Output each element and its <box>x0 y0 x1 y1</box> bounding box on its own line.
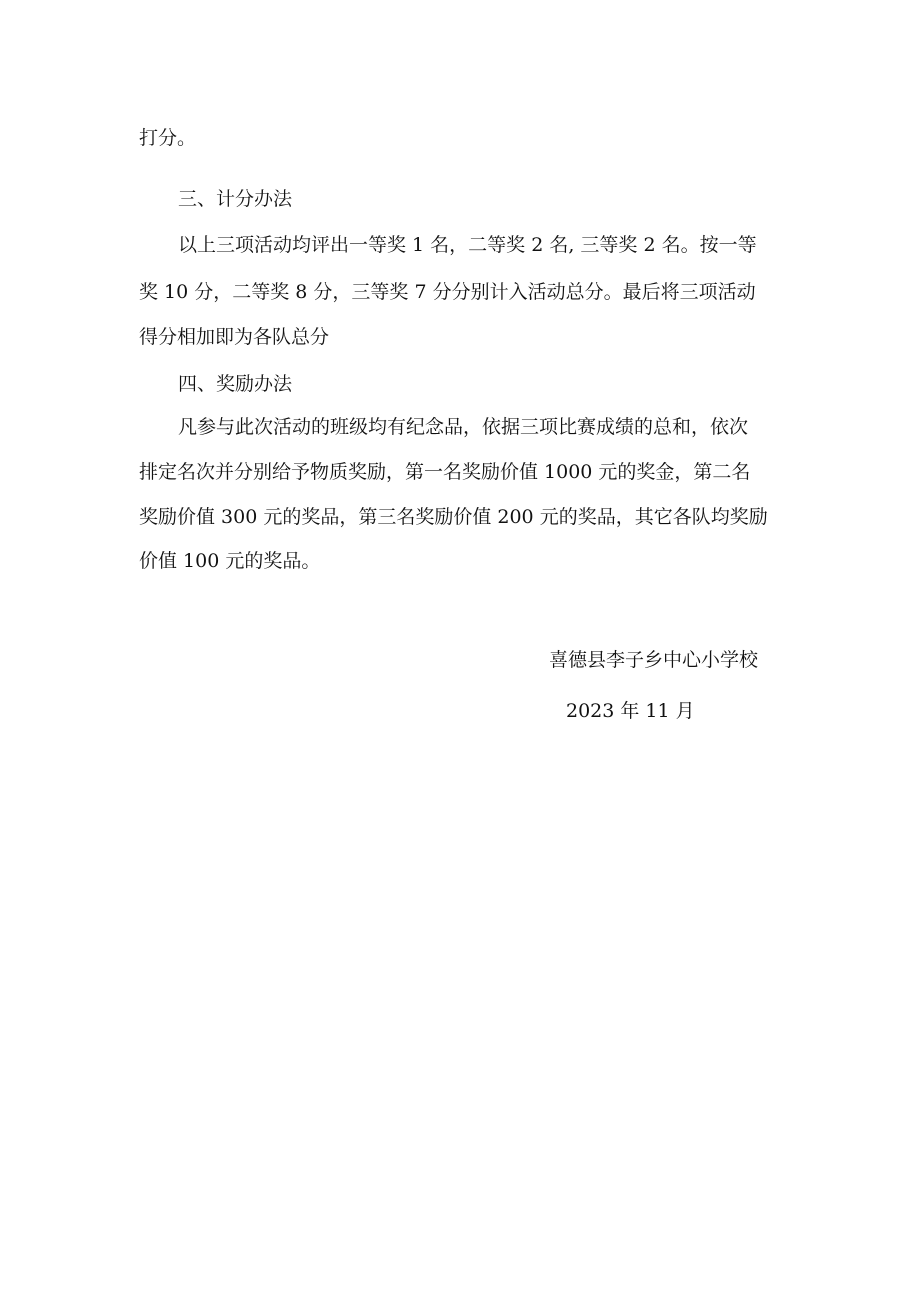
scoring-paragraph-line-1: 以上三项活动均评出一等奖 1 名，二等奖 2 名, 三等奖 2 名。按一等 <box>178 234 757 256</box>
section-heading-rewards: 四、奖励办法 <box>178 373 293 395</box>
rewards-paragraph-line-3: 奖励价值 300 元的奖品，第三名奖励价值 200 元的奖品，其它各队均奖励 <box>139 506 768 528</box>
paragraph-continuation: 打分。 <box>139 127 197 149</box>
scoring-paragraph-line-3: 得分相加即为各队总分 <box>139 326 330 348</box>
signature-organization: 喜德县李子乡中心小学校 <box>549 649 759 671</box>
rewards-paragraph-line-2: 排定名次并分别给予物质奖励，第一名奖励价值 1000 元的奖金，第二名 <box>139 461 751 483</box>
scoring-paragraph-line-2: 奖 10 分，二等奖 8 分，三等奖 7 分分别计入活动总分。最后将三项活动 <box>139 281 756 303</box>
rewards-paragraph-line-4: 价值 100 元的奖品。 <box>139 550 321 572</box>
section-heading-scoring: 三、计分办法 <box>178 188 293 210</box>
rewards-paragraph-line-1: 凡参与此次活动的班级均有纪念品，依据三项比赛成绩的总和，依次 <box>178 416 749 438</box>
signature-date: 2023 年 11 月 <box>566 700 695 722</box>
